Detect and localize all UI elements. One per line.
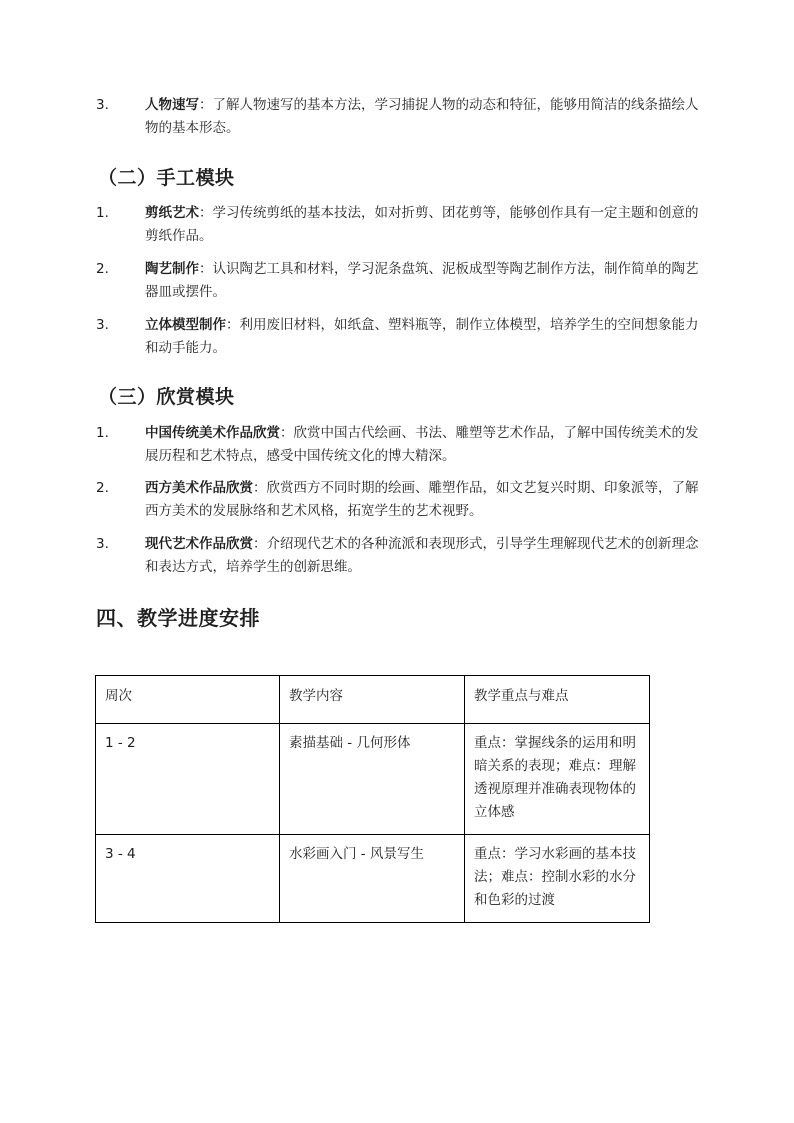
list-number: 3.	[96, 97, 109, 113]
header-cell-week: 周次	[96, 676, 280, 724]
list-item-text	[145, 314, 700, 360]
list-item-text	[145, 202, 700, 248]
list-number: 2.	[96, 261, 109, 277]
list-item-text	[145, 533, 700, 579]
list-item-text	[145, 422, 700, 468]
list-item-modern-art	[96, 533, 700, 579]
item-description: ：欣赏西方不同时期的绘画、雕塑作品，如文艺复兴时期、印象派等，了解西方美术的发展脉络和艺术风格，拓宽学生的艺术视野。	[145, 480, 699, 519]
list-item-pottery	[96, 258, 700, 304]
cell-week: 3 - 4	[96, 835, 280, 923]
item-term: 西方美术作品欣赏	[145, 480, 253, 496]
item-term: 陶艺制作	[145, 261, 199, 277]
header-cell-content: 教学内容	[280, 676, 465, 724]
list-item-chinese-art	[96, 422, 700, 468]
list-item-western-art	[96, 477, 700, 523]
cell-focus: 重点：掌握线条的运用和明暗关系的表现；难点：理解透视原理并准确表现物体的立体感	[465, 724, 650, 835]
item-description: ：认识陶艺工具和材料，学习泥条盘筑、泥板成型等陶艺制作方法，制作简单的陶艺器皿或摆件。	[145, 261, 699, 300]
item-description: ：学习传统剪纸的基本技法，如对折剪、团花剪等，能够创作具有一定主题和创意的剪纸作品。	[145, 205, 699, 244]
list-number: 3.	[96, 536, 109, 552]
item-term: 中国传统美术作品欣赏	[145, 425, 280, 441]
table-row	[96, 835, 650, 923]
item-description: ：了解人物速写的基本方法，学习捕捉人物的动态和特征，能够用简洁的线条描绘人物的基本形态。	[145, 97, 699, 136]
item-term: 现代艺术作品欣赏	[145, 536, 253, 552]
list-number: 3.	[96, 317, 109, 333]
section-heading-appreciation: （三）欣赏模块	[98, 386, 235, 408]
list-item-text	[145, 94, 700, 140]
list-item-figure-sketch	[96, 94, 700, 140]
section-heading-schedule: 四、教学进度安排	[96, 606, 260, 630]
item-term: 人物速写	[145, 97, 199, 113]
list-item-3d-model	[96, 314, 700, 360]
schedule-table	[95, 675, 650, 923]
item-description: ：利用废旧材料，如纸盒、塑料瓶等，制作立体模型，培养学生的空间想象能力和动手能力。	[145, 317, 699, 356]
item-description: ：欣赏中国古代绘画、书法、雕塑等艺术作品，了解中国传统美术的发展历程和艺术特点，感受中国传统文化的博大精深。	[145, 425, 699, 464]
list-number: 2.	[96, 480, 109, 496]
table-header-row	[96, 676, 650, 724]
list-item-paper-cutting	[96, 202, 700, 248]
section-heading-handcraft: （二）手工模块	[98, 167, 235, 189]
item-term: 剪纸艺术	[145, 205, 199, 221]
list-number: 1.	[96, 205, 109, 221]
table-row	[96, 724, 650, 835]
cell-content: 水彩画入门 - 风景写生	[280, 835, 465, 923]
header-cell-focus: 教学重点与难点	[465, 676, 650, 724]
item-description: ：介绍现代艺术的各种流派和表现形式，引导学生理解现代艺术的创新理念和表达方式，培养学生的创新思维。	[145, 536, 699, 575]
item-term: 立体模型制作	[145, 317, 226, 333]
list-item-text	[145, 477, 700, 523]
cell-week: 1 - 2	[96, 724, 280, 835]
list-item-text	[145, 258, 700, 304]
cell-content: 素描基础 - 几何形体	[280, 724, 465, 835]
cell-focus: 重点：学习水彩画的基本技法；难点：控制水彩的水分和色彩的过渡	[465, 835, 650, 923]
list-number: 1.	[96, 425, 109, 441]
